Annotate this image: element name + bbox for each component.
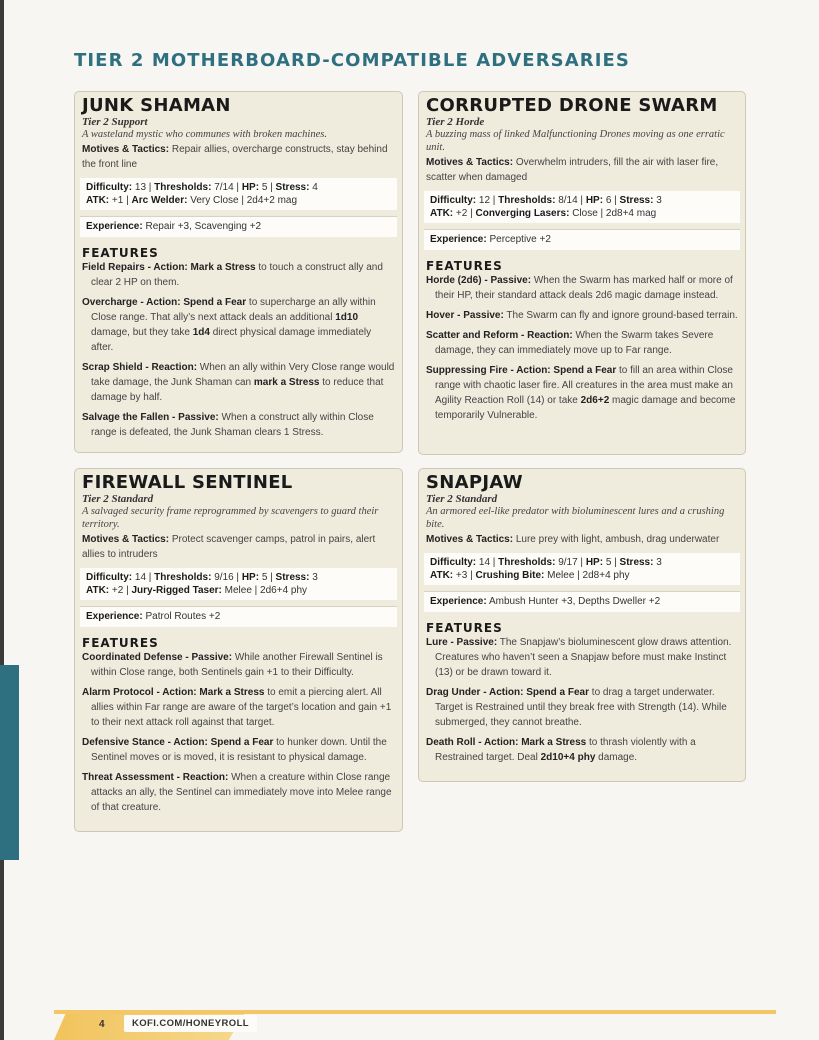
feature-text: to drag a target underwater. Target is Restrained until they break free with Strength (14). While submerged, they cannot breathe. [435,687,727,728]
feature-name: Coordinated Defense - Passive: [82,652,233,663]
feature-emphasis: Spend a Fear [526,687,590,698]
adversary-card-snapjaw [418,468,746,782]
atk-value: +2 [455,208,468,219]
motives-label: Motives & Tactics: [82,534,170,545]
feature-name: Lure - Passive: [426,637,498,648]
adversary-name: FIREWALL SENTINEL [82,472,293,493]
feature-name: Scatter and Reform - Reaction: [426,330,573,341]
stat-separator: | [233,182,242,193]
feature-text: When the Swarm has marked half or more of their HP, their standard attack deals 2d6 magic damage instead. [435,275,733,301]
feature-text: When an ally within Very Close range would take damage, the Junk Shaman can [91,362,395,388]
experience-label: Experience: [86,221,143,232]
stat-separator: | [577,557,586,568]
chapter-side-tab [0,665,19,860]
experience-block [80,217,397,237]
feature-item [426,363,738,423]
feature-name: Horde (2d6) - Passive: [426,275,532,286]
feature-item [82,735,395,765]
stat-line [86,181,391,194]
hp-label: HP: [585,195,604,206]
feature-text: magic damage and become temporarily Vulnerable. [435,395,736,421]
feature-text: direct physical damage immediately after. [91,327,372,353]
features-heading: FEATURES [82,636,159,650]
adversary-tier: Tier 2 Standard [426,493,498,505]
feature-item [426,735,738,765]
stat-separator: | [146,182,155,193]
feature-emphasis: 2d10+4 phy [540,752,596,763]
stress-value: 3 [312,572,318,583]
motives-text: Lure prey with light, ambush, drag underwater [515,534,720,545]
stat-separator: | [490,557,499,568]
features-list [82,260,395,440]
motives-text: Protect scavenger camps, patrol in pairs, alert allies to intruders [82,534,376,560]
stat-separator: | [467,570,476,581]
difficulty-value: 14 [134,572,147,583]
stress-label: Stress: [619,195,654,206]
feature-name: Death Roll - Action: [426,737,519,748]
feature-name: Field Repairs - Action: [82,262,188,273]
thresholds-label: Thresholds: [498,557,556,568]
experience-label: Experience: [430,596,487,607]
attack-detail: Melee | 2d8+4 phy [547,570,630,581]
experience-label: Experience: [86,611,143,622]
feature-item [82,295,395,355]
motives-tactics [426,155,738,185]
feature-emphasis: mark a Stress [253,377,320,388]
attack-line [430,207,734,220]
adversary-card-corrupted-drone-swarm [418,91,746,455]
hp-label: HP: [585,557,604,568]
feature-text: When the Swarm takes Severe damage, they can immediately move up to Far range. [435,330,714,356]
feature-text: damage, but they take [91,327,193,338]
feature-name: Defensive Stance - Action: [82,737,208,748]
feature-item [82,685,395,730]
atk-value: +1 [111,195,124,206]
motives-tactics [82,532,395,562]
stat-separator: | [577,195,586,206]
adversary-description: A buzzing mass of linked Malfunctioning Drones moving as one erratic unit. [426,129,725,153]
stat-separator: | [267,182,276,193]
attack-name: Converging Lasers: [475,208,570,219]
feature-item [82,650,395,680]
atk-label: ATK: [430,208,454,219]
adversary-name: CORRUPTED DRONE SWARM [426,95,718,116]
feature-item [426,328,738,358]
stress-value: 3 [656,195,662,206]
feature-text: to emit a piercing alert. All allies within Far range are aware of the target’s location and gain +1 to their next attack roll against that target. [91,687,392,728]
feature-name: Scrap Shield - Reaction: [82,362,198,373]
difficulty-value: 13 [134,182,147,193]
feature-item [426,273,738,303]
feature-text: The Swarm can fly and ignore ground-based terrain. [503,310,738,321]
motives-text: Overwhelm intruders, fill the air with laser fire, scatter when damaged [426,157,719,183]
features-heading: FEATURES [82,246,159,260]
feature-text: While another Firewall Sentinel is within Close range, both Sentinels gain +1 to their Difficulty. [91,652,383,678]
attack-name: Arc Welder: [131,195,188,206]
thresholds-value: 7/14 [214,182,234,193]
feature-text: to fill an area within Close range with chaotic laser fire. All creatures in the area must make an Agility Reaction Roll (14) or take [435,365,733,406]
adversary-tier: Tier 2 Standard [82,493,154,505]
stat-block [80,568,397,600]
difficulty-value: 14 [478,557,491,568]
page-edge [0,0,4,1040]
atk-value: +2 [111,585,124,596]
page-title: TIER 2 MOTHERBOARD-COMPATIBLE ADVERSARIES [74,50,630,71]
stat-line [430,194,734,207]
feature-text: to thrash violently with a Restrained target. Deal [435,737,696,763]
stat-separator: | [123,195,132,206]
stat-separator: | [233,572,242,583]
attack-name: Jury-Rigged Taser: [131,585,222,596]
stress-value: 3 [656,557,662,568]
feature-item [82,410,395,440]
thresholds-value: 9/16 [214,572,234,583]
feature-text: to hunker down. Until the Sentinel moves or is moved, it is resistant to physical damage. [91,737,387,763]
feature-emphasis: Mark a Stress [190,262,256,273]
adversary-description: A wasteland mystic who communes with broken machines. [82,129,327,140]
feature-text: to reduce that damage by half. [91,377,384,403]
feature-text: to touch a construct ally and clear 2 HP on them. [91,262,383,288]
adversary-name: JUNK SHAMAN [82,95,231,116]
features-list [426,635,738,765]
stat-separator: | [467,208,476,219]
thresholds-value: 8/14 [558,195,578,206]
atk-label: ATK: [86,195,110,206]
feature-emphasis: Mark a Stress [521,737,587,748]
stat-separator: | [267,572,276,583]
atk-label: ATK: [86,585,110,596]
difficulty-label: Difficulty: [86,572,133,583]
feature-name: Overcharge - Action: [82,297,181,308]
adversary-card-junk-shaman [74,91,403,453]
feature-item [426,685,738,730]
motives-tactics [82,142,395,172]
motives-label: Motives & Tactics: [82,144,170,155]
difficulty-value: 12 [478,195,491,206]
feature-emphasis: Mark a Stress [199,687,265,698]
difficulty-label: Difficulty: [430,557,477,568]
feature-text: When a creature within Close range attacks an ally, the Sentinel can immediately move into Melee range of that creature. [91,772,392,813]
feature-emphasis: 2d6+2 [580,395,610,406]
thresholds-label: Thresholds: [154,182,212,193]
adversary-description: A salvaged security frame reprogrammed by scavengers to guard their territory. [82,506,379,530]
features-heading: FEATURES [426,621,503,635]
stress-value: 4 [312,182,318,193]
stat-block [80,178,397,210]
experience-block [80,607,397,627]
feature-name: Salvage the Fallen - Passive: [82,412,219,423]
page-number: 4 [99,1019,105,1030]
feature-item [82,770,395,815]
adversary-description: An armored eel-like predator with bioluminescent lures and a crushing bite. [426,506,725,530]
difficulty-label: Difficulty: [430,195,477,206]
hp-value: 5 [261,182,268,193]
atk-label: ATK: [430,570,454,581]
stat-separator: | [490,195,499,206]
adversary-tier: Tier 2 Support [82,116,148,128]
feature-item [426,635,738,680]
stat-separator: | [611,195,620,206]
adversary-card-firewall-sentinel [74,468,403,832]
hp-value: 6 [605,195,612,206]
adversary-tier: Tier 2 Horde [426,116,485,128]
attack-name: Crushing Bite: [475,570,545,581]
attack-line [86,194,391,207]
feature-item [82,360,395,405]
experience-value: Patrol Routes +2 [145,611,221,622]
experience-block [424,592,740,612]
experience-value: Perceptive +2 [489,234,551,245]
difficulty-label: Difficulty: [86,182,133,193]
feature-emphasis: Spend a Fear [210,737,274,748]
stress-label: Stress: [275,182,310,193]
feature-name: Drag Under - Action: [426,687,524,698]
feature-text: to supercharge an ally within Close range. That ally’s next attack deals an additional [91,297,376,323]
feature-emphasis: Spend a Fear [183,297,247,308]
thresholds-label: Thresholds: [154,572,212,583]
thresholds-value: 9/17 [558,557,578,568]
features-list [82,650,395,815]
experience-label: Experience: [430,234,487,245]
experience-value: Ambush Hunter +3, Depths Dweller +2 [488,596,661,607]
footer-rule [54,1010,776,1014]
features-heading: FEATURES [426,259,503,273]
attack-detail: Very Close | 2d4+2 mag [190,195,298,206]
stat-block [424,191,740,223]
thresholds-label: Thresholds: [498,195,556,206]
motives-label: Motives & Tactics: [426,157,514,168]
hp-value: 5 [261,572,268,583]
hp-label: HP: [241,182,260,193]
stat-line [430,556,734,569]
attack-detail: Melee | 2d6+4 phy [224,585,308,596]
motives-label: Motives & Tactics: [426,534,514,545]
atk-value: +3 [455,570,468,581]
feature-emphasis: Spend a Fear [553,365,617,376]
stat-separator: | [146,572,155,583]
feature-text: When a construct ally within Close range is defeated, the Junk Shaman clears 1 Stress. [91,412,374,438]
feature-text: damage. [595,752,638,763]
adversary-name: SNAPJAW [426,472,523,493]
feature-item [426,308,738,323]
stat-separator: | [123,585,132,596]
attack-line [86,584,391,597]
experience-block [424,230,740,250]
hp-label: HP: [241,572,260,583]
stress-label: Stress: [275,572,310,583]
feature-name: Threat Assessment - Reaction: [82,772,229,783]
attack-detail: Close | 2d8+4 mag [572,208,657,219]
feature-item [82,260,395,290]
feature-emphasis: 1d4 [192,327,210,338]
feature-name: Alarm Protocol - Action: [82,687,197,698]
feature-text: The Snapjaw’s bioluminescent glow draws attention. Creatures who haven’t seen a Snapjaw before must make Instinct (13) or be drawn toward it. [435,637,732,678]
feature-name: Hover - Passive: [426,310,504,321]
stat-line [86,571,391,584]
footer-link[interactable]: KOFI.COM/HONEYROLL [124,1015,257,1032]
experience-value: Repair +3, Scavenging +2 [145,221,262,232]
feature-emphasis: 1d10 [335,312,359,323]
motives-tactics [426,532,738,547]
stat-separator: | [611,557,620,568]
feature-name: Suppressing Fire - Action: [426,365,551,376]
stress-label: Stress: [619,557,654,568]
hp-value: 5 [605,557,612,568]
attack-line [430,569,734,582]
stat-block [424,553,740,585]
motives-text: Repair allies, overcharge constructs, stay behind the front line [82,144,388,170]
features-list [426,273,738,423]
